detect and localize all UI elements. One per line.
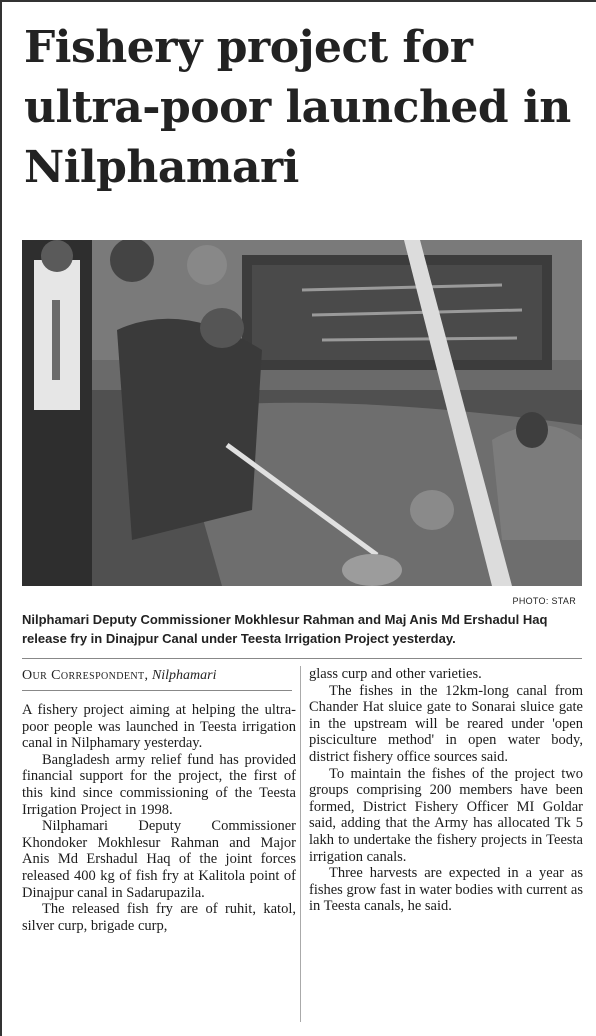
article-column-left: [22, 702, 296, 934]
body-paragraph: Bangladesh army relief fund has provided financial support for the project, the first of this kind since commissioning of the Teesta Irrigation Project in 1998.: [22, 751, 296, 818]
body-paragraph: The fishes in the 12km-long canal from Chander Hat sluice gate to Sonarai sluice gate in the upstream will be reared under 'open pisciculture method' in open water body, district fishery office sources said.: [309, 682, 583, 765]
byline-place: Nilphamari: [151, 668, 217, 683]
body-paragraph: glass curp and other varieties.: [309, 666, 482, 682]
article-column-right: [309, 666, 583, 915]
news-photo: [22, 240, 582, 586]
body-paragraph: To maintain the fishes of the project two groups comprising 200 members have been formed, District Fishery Officer MI Goldar said, adding that the Army has allocated Tk 5 lakh to undertake the fishery projects in Teesta irrigation canals.: [309, 765, 583, 865]
photo-caption: Nilphamari Deputy Commissioner Mokhlesur Rahman and Maj Anis Md Ershadul Haq release fry in Dinajpur Canal under Teesta Irrigation Project yesterday.: [22, 612, 548, 646]
byline: [22, 668, 292, 684]
body-paragraph: The released fish fry are of ruhit, katol, silver curp, brigade curp,: [22, 901, 296, 934]
byline-rule: [22, 690, 292, 691]
body-paragraph: Nilphamari Deputy Commissioner Khondoker Mokhlesur Rahman and Major Anis Md Ershadul Haq of the joint forces released 400 kg of fish fry at Kalitola point of Dinajpur canal in Sadarupazila.: [22, 818, 296, 901]
body-paragraph: Three harvests are expected in a year as fishes grow fast in water bodies with current as in Teesta canals, he said.: [309, 865, 583, 915]
byline-name: Our Correspondent,: [22, 668, 149, 683]
photo-credit: PHOTO: STAR: [512, 596, 576, 606]
photo-illustration: [22, 240, 582, 586]
column-divider: [300, 666, 301, 1022]
headline: Fishery project for ultra-poor launched in Nilphamari: [24, 22, 571, 193]
body-paragraph: A fishery project aiming at helping the ultra-poor people was launched in Teesta irrigation canal in Nilphamary yesterday.: [22, 702, 296, 752]
divider-line: [22, 658, 582, 659]
